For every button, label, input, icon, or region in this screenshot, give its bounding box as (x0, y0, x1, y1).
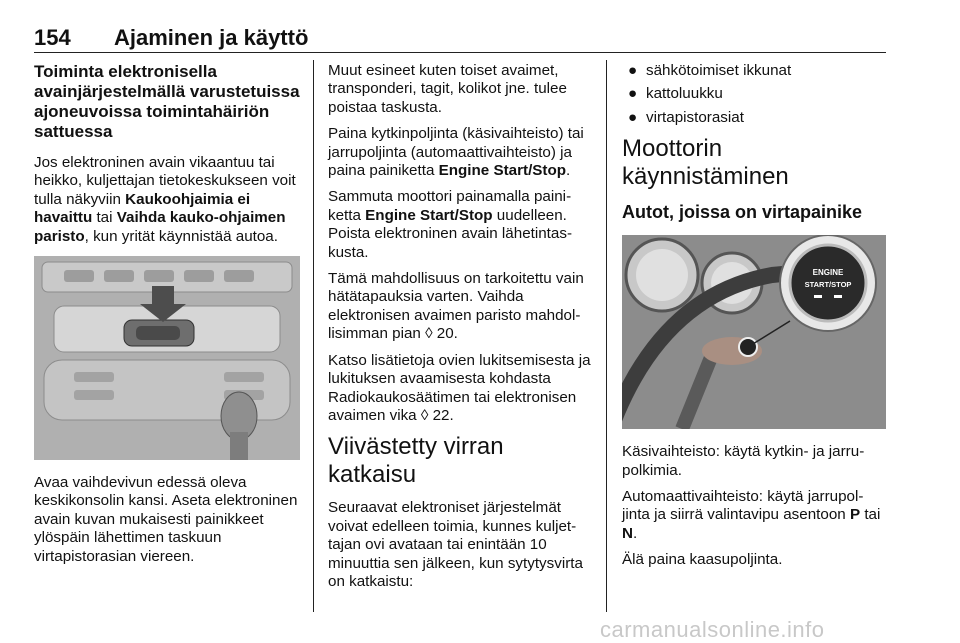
paragraph: Älä paina kaasupoljinta. (622, 551, 783, 569)
paragraph: Käsivaihteisto: käytä kytkin- ja jarrupolkimia. (622, 443, 865, 479)
button-name: Engine Start/Stop (365, 206, 493, 224)
watermark: carmanualsonline.info (600, 617, 825, 642)
paragraph: Sammuta moottori painamalla painiketta Engine Start/Stop uudelleen. Poista elektroninen avain lähetintaskusta. (328, 188, 572, 261)
paragraph: Avaa vaihdevivun edessä oleva keskikonsolin kansi. Aseta elektroninen avain kuvan mukaisesti painikkeet ylöspäin lähettimen taskuun virtapistorasian viereen. (34, 474, 298, 565)
list-item: ● kattoluukku (628, 85, 723, 103)
bullet-icon: ● (628, 62, 638, 79)
list-item: ● sähkötoimiset ikkunat (628, 62, 792, 79)
column-divider-2 (606, 60, 607, 612)
page-header (34, 25, 886, 51)
paragraph: Tämä mahdollisuus on tarkoitettu vain hätätapauksia varten. Vaihda elektronisen avaimen paristo mahdollisimman pian ◊ 20. (328, 270, 584, 343)
bullet-list (622, 62, 886, 127)
key-pocket-illustration (34, 256, 300, 460)
button-name: Engine Start/Stop (438, 162, 567, 180)
page-number: 154 (34, 25, 71, 50)
gear-position: N (622, 524, 633, 542)
display-message: Kaukoohjaimia ei havaittu (34, 190, 251, 227)
paragraph: Automaattivaihteisto: käytä jarrupoljinta ja siirrä valintavipu asentoon P tai N. (622, 488, 881, 542)
section-heading: Viivästetty virran katkaisu (328, 433, 504, 489)
column-2 (328, 62, 593, 599)
bullet-icon: ● (628, 108, 638, 126)
sub-heading: Autot, joissa on virtapainike (622, 202, 863, 223)
paragraph: Seuraavat elektroniset järjestelmät voivat edelleen toimia, kunnes kuljettajan ovi avataan tai enintään 10 minuuttia sen jälkeen, kun sytytysvirta on katkaistu: (328, 499, 583, 590)
paragraph: Jos elektroninen avain vikaantuu tai heikko, kuljettajan tietokeskukseen voit tulla näkyviin Kaukoohjaimia ei havaittu tai Vaihda kauko-ohjaimen paristo, kun yrität käynnistää autoa. (34, 154, 296, 245)
display-message: Vaihda kauko-ohjaimen paristo (34, 209, 286, 245)
column-divider-1 (313, 60, 314, 612)
start-stop-button-label: START/STOP (804, 280, 852, 290)
column-1 (34, 62, 304, 574)
header-divider (34, 52, 886, 53)
gear-position: P (849, 506, 861, 524)
section-heading: Toiminta elektronisella avainjärjestelmällä varustetuissa ajoneuvoissa toimintahäiriön sattuessa (34, 62, 300, 141)
engine-start-stop-illustration (622, 235, 886, 429)
list-item: ● virtapistorasiat (628, 108, 744, 126)
chapter-title: Ajaminen ja käyttö (114, 25, 309, 50)
column-3 (622, 62, 886, 578)
paragraph: Muut esineet kuten toiset avaimet, transponderi, tagit, kolikot jne. tulee poistaa taskusta. (328, 62, 567, 116)
engine-button-label: ENGINE (812, 268, 844, 278)
section-heading: Moottorin käynnistäminen (622, 135, 789, 191)
paragraph: Katso lisätietoja ovien lukitsemisesta ja lukituksen avaamisesta kohdasta Radiokaukosäätimen tai elektronisen avaimen vika ◊ 22. (328, 351, 591, 424)
paragraph: Paina kytkinpoljinta (käsivaihteisto) tai jarrupoljinta (automaattivaihteisto) ja paina painiketta Engine Start/Stop. (328, 125, 584, 180)
bullet-icon: ● (628, 85, 638, 103)
